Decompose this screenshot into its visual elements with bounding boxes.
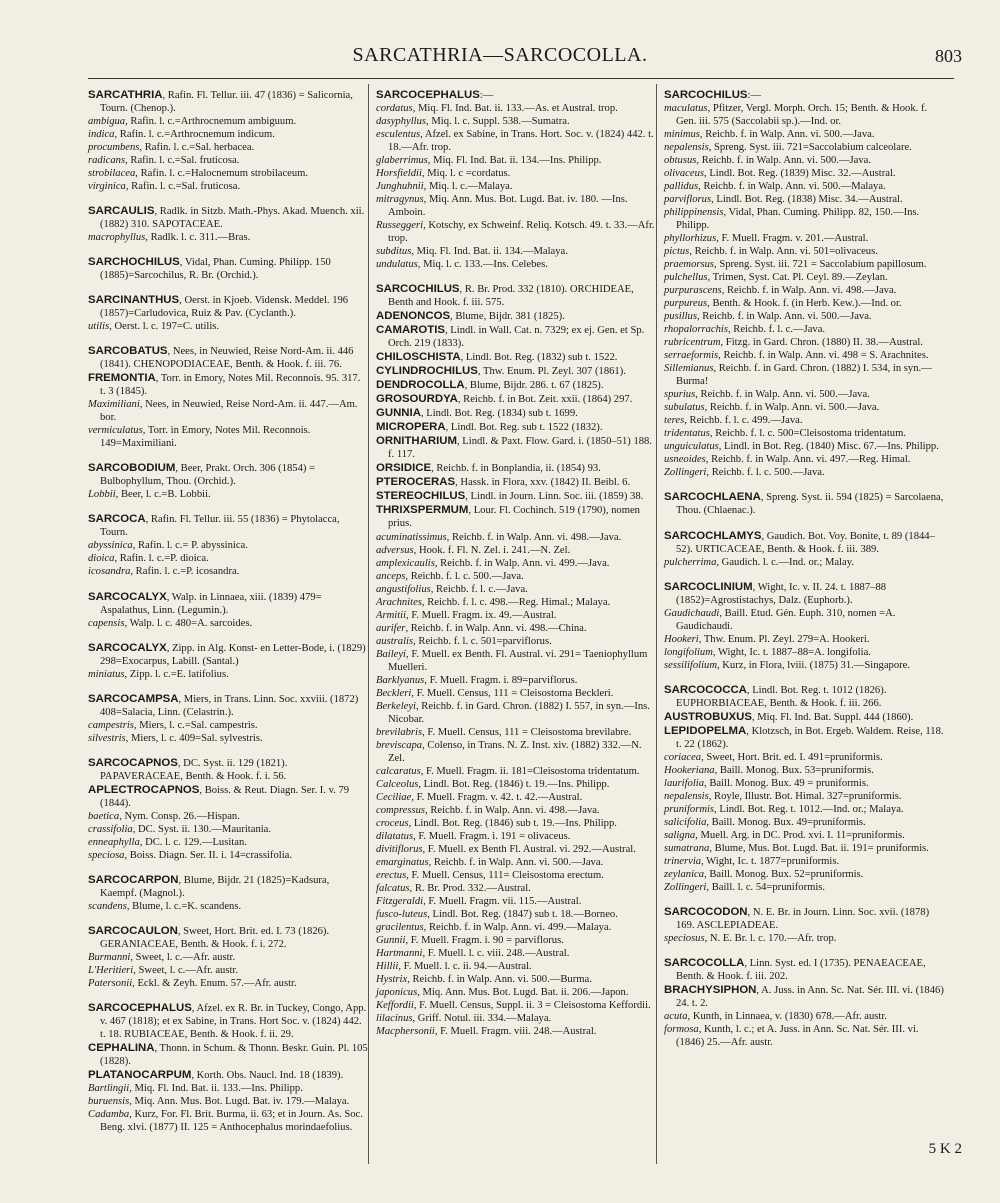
genus-entry: SARCINANTHUS, Oerst. in Kjoeb. Vidensk. Meddel. 196 (1857)=Carludovica, Ruiz & Pav. (Cyclanth.).: [88, 294, 349, 320]
genus-entry: SARCAULIS, Radlk. in Sitzb. Math.-Phys. Akad. Muench. xii. (1882) 310. SAPOTACEAE.: [88, 205, 365, 231]
column-middle: [376, 88, 656, 1038]
species-entry: Arachnites, Reichb. f. l. c. 498.—Reg. Himal.; Malaya.: [376, 596, 611, 608]
species-entry: adversus, Hook. f. Fl. N. Zel. i. 241.—N. Zel.: [376, 544, 571, 556]
entry-spacer: [88, 745, 368, 756]
genus-entry: CYLINDROCHILUS, Thw. Enum. Pl. Zeyl. 307 (1861).: [376, 365, 626, 378]
species-entry: emarginatus, Reichb. f. in Walp. Ann. vi. 500.—Java.: [376, 856, 604, 868]
species-entry: nepalensis, Spreng. Syst. iii. 721=Saccolabium calceolare.: [664, 142, 912, 154]
species-entry: baetica, Nym. Consp. 26.—Hispan.: [88, 810, 240, 822]
species-entry: lilacinus, Griff. Notul. iii. 334.—Malaya.: [376, 1013, 552, 1025]
column-divider: [656, 84, 657, 1164]
species-entry: compressus, Reichb. f. in Walp. Ann. vi. 498.—Java.: [376, 804, 600, 816]
species-entry: buruensis, Miq. Ann. Mus. Bot. Lugd. Bat. iv. 179.—Malaya.: [88, 1096, 350, 1108]
species-entry: calcaratus, F. Muell. Fragm. ii. 181=Cleisostoma tridentatum.: [376, 765, 640, 777]
species-entry: teres, Reichb. f. l. c. 499.—Java.: [664, 415, 803, 427]
species-entry: Maximiliani, Nees, in Neuwied, Reise Nord-Am. ii. 447.—Am. bor.: [88, 399, 358, 424]
species-entry: falcatus, R. Br. Prod. 332.—Austral.: [376, 882, 531, 894]
species-entry: Lobbii, Beer, l. c.=B. Lobbii.: [88, 489, 211, 501]
species-entry: rhopalorrachis, Reichb. f. l. c.—Java.: [664, 324, 826, 336]
entry-spacer: [664, 518, 944, 529]
species-entry: campestris, Miers, l. c.=Sal. campestris.: [88, 719, 258, 731]
genus-entry: THRIXSPERMUM, Lour. Fl. Cochinch. 519 (1790), nomen prius.: [376, 504, 640, 530]
species-entry: rubricentrum, Fitzg. in Gard. Chron. (1880) II. 38.—Austral.: [664, 337, 923, 349]
entry-spacer: [88, 193, 368, 204]
species-entry: laurifolia, Baill. Monog. Bux. 49 = pruniformis.: [664, 777, 869, 789]
genus-entry: APLECTROCAPNOS, Boiss. & Reut. Diagn. Ser. I. v. 79 (1844).: [88, 783, 350, 809]
species-entry: undulatus, Miq. l. c. 133.—Ins. Celebes.: [376, 259, 548, 271]
genus-entry: SARCOCHLAENA, Spreng. Syst. ii. 594 (1825) = Sarcolaena, Thou. (Chlaenac.).: [664, 491, 944, 517]
genus-entry: SARCOCA, Rafin. Fl. Tellur. iii. 55 (1836) = Phytolacca, Tourn.: [88, 513, 340, 539]
species-entry: australis, Reichb. f. l. c. 501=parviflorus.: [376, 635, 552, 647]
species-entry: Junghuhnii, Miq. l. c.—Malaya.: [376, 181, 513, 193]
entry-spacer: [88, 501, 368, 512]
species-entry: Keffordii, F. Muell. Census, Suppl. ii. 3 = Cleisostoma Keffordii.: [376, 1000, 651, 1012]
species-entry: obtusus, Reichb. f. in Walp. Ann. vi. 500.—Java.: [664, 155, 872, 167]
species-entry: saligna, Muell. Arg. in DC. Prod. xvi. I. 11=pruniformis.: [664, 829, 905, 841]
genus-entry: SARCOCLINIUM, Wight, Ic. v. II. 24. t. 1887–88 (1852)=Agrostistachys, Dalz. (Euphorb.).: [664, 580, 887, 606]
species-entry: olivaceus, Lindl. Bot. Reg. (1839) Misc. 32.—Austral.: [664, 168, 896, 180]
species-entry: nepalensis, Royle, Illustr. Bot. Himal. 327=pruniformis.: [664, 790, 902, 802]
running-title: SARCATHRIA—SARCOCOLLA.: [352, 44, 648, 66]
entry-spacer: [88, 282, 368, 293]
species-entry: procumbens, Rafin. l. c.=Sal. herbacea.: [88, 142, 255, 154]
genus-entry: CAMAROTIS, Lindl. in Wall. Cat. n. 7329; ex ej. Gen. et Sp. Orch. 219 (1833).: [376, 324, 645, 350]
species-entry: utilis, Oerst. l. c. 197=C. utilis.: [88, 321, 220, 333]
species-entry: L'Heritieri, Sweet, l. c.—Afr. austr.: [88, 964, 238, 976]
entry-spacer: [88, 630, 368, 641]
species-entry: pictus, Reichb. f. in Walp. Ann. vi. 501=olivaceus.: [664, 246, 878, 258]
species-entry: Gunnii, F. Muell. Fragm. i. 90 = parviflorus.: [376, 934, 564, 946]
species-entry: ambigua, Rafin. l. c.=Arthrocnemum ambiguum.: [88, 116, 297, 128]
species-entry: acuminatissimus, Reichb. f. in Walp. Ann. vi. 498.—Java.: [376, 531, 622, 543]
entry-spacer: [88, 579, 368, 590]
species-entry: divitiflorus, F. Muell. ex Benth Fl. Austral. vi. 292.—Austral.: [376, 843, 636, 855]
species-entry: praemorsus, Spreng. Syst. iii. 721 = Saccolabium papillosum.: [664, 259, 927, 271]
species-entry: Barklyanus, F. Muell. Fragm. i. 89=parviflorus.: [376, 674, 578, 686]
species-entry: Berkeleyi, Reichb. f. in Gard. Chron. (1882) I. 557, in syn.—Ins. Nicobar.: [376, 700, 650, 725]
species-entry: Hillii, F. Muell. l. c. ii. 94.—Austral.: [376, 961, 532, 973]
genus-entry: SARCOCOCCA, Lindl. Bot. Reg. t. 1012 (1826). EUPHORBIACEAE, Benth. & Hook. f. iii. 266.: [664, 683, 887, 709]
species-entry: croceus, Lindl. Bot. Reg. (1846) sub t. 19.—Ins. Philipp.: [376, 817, 617, 829]
species-entry: serraeformis, Reichb. f. in Walp. Ann. vi. 498 = S. Arachnites.: [664, 350, 929, 362]
species-entry: Zollingeri, Reichb. f. l. c. 500.—Java.: [664, 467, 825, 479]
entry-spacer: [88, 333, 368, 344]
species-entry: pruniformis, Lindl. Bot. Reg. t. 1012.—Ind. or.; Malaya.: [664, 803, 904, 815]
genus-entry: ORNITHARIUM, Lindl. & Paxt. Flow. Gard. i. (1850–51) 188. f. 117.: [376, 435, 652, 461]
genus-entry: ADENONCOS, Blume, Bijdr. 381 (1825).: [376, 310, 565, 323]
genus-entry: SARCOCHLAMYS, Gaudich. Bot. Voy. Bonite, t. 89 (1844–52). URTICACEAE, Benth. & Hook. f. iii. 389.: [664, 529, 935, 555]
species-entry: Calceolus, Lindl. Bot. Reg. (1846) t. 19.—Ins. Philipp.: [376, 778, 610, 790]
species-entry: glaberrimus, Miq. Fl. Ind. Bat. ii. 134.—Ins. Philipp.: [376, 155, 602, 167]
species-entry: salicifolia, Baill. Monog. Bux. 49=pruniformis.: [664, 816, 866, 828]
species-entry: Beckleri, F. Muell. Census, 111 = Cleisostoma Beckleri.: [376, 687, 614, 699]
species-entry: indica, Rafin. l. c.=Arthrocnemum indicum.: [88, 129, 275, 141]
species-entry: parviflorus, Lindl. Bot. Reg. (1838) Misc. 34.—Austral.: [664, 194, 903, 206]
species-entry: angustifolius, Reichb. f. l. c.—Java.: [376, 583, 528, 595]
species-entry: japonicus, Miq. Ann. Mus. Bot. Lugd. Bat. ii. 206.—Japon.: [376, 987, 629, 999]
species-entry: Fitzgeraldi, F. Muell. Fragm. vii. 115.—Austral.: [376, 895, 582, 907]
genus-entry: CHILOSCHISTA, Lindl. Bot. Reg. (1832) sub t. 1522.: [376, 351, 618, 364]
entry-spacer: [88, 990, 368, 1001]
page-header: [0, 44, 1000, 74]
species-entry: phyllorhizus, F. Muell. Fragm. v. 201.—Austral.: [664, 233, 869, 245]
species-entry: longifolium, Wight, Ic. t. 1887–88=A. longifolia.: [664, 646, 871, 658]
species-entry: pusillus, Reichb. f. in Walp. Ann. vi. 500.—Java.: [664, 311, 872, 323]
species-entry: crassifolia, DC. Syst. ii. 130.—Mauritania.: [88, 823, 272, 835]
entry-spacer: [88, 244, 368, 255]
species-entry: minimus, Reichb. f. in Walp. Ann. vi. 500.—Java.: [664, 129, 875, 141]
genus-entry: SARCOCEPHALUS, Afzel. ex R. Br. in Tuckey, Congo, App. v. 467 (1818); et ex Sabine, in Trans. Hort Soc. v. (1824) 442. t. 18. RUBIACEAE, Benth. & Hook. f. ii. 29.: [88, 1001, 367, 1040]
species-entry: Cadamba, Kurz, For. Fl. Brit. Burma, ii. 63; et in Journ. As. Soc. Beng. xlvi. (1877) II. 125 = Anthocephalus morindaefolius.: [88, 1109, 363, 1134]
species-entry: Zollingeri, Baill. l. c. 54=pruniformis.: [664, 881, 826, 893]
species-entry: spurius, Reichb. f. in Walp. Ann. vi. 500.—Java.: [664, 389, 870, 401]
entry-spacer: [664, 569, 944, 580]
species-entry: Hartmanni, F. Muell. l. c. viii. 248.—Austral.: [376, 948, 570, 959]
genus-entry: SARCATHRIA, Rafin. Fl. Tellur. iii. 47 (1836) = Salicornia, Tourn. (Chenop.).: [88, 89, 353, 115]
species-entry: Bartlingii, Miq. Fl. Ind. Bat. ii. 133.—Ins. Philipp.: [88, 1083, 303, 1094]
species-entry: Hystrix, Reichb. f. in Walp. Ann. vi. 500.—Burma.: [376, 974, 592, 986]
signature-mark: 5 K 2: [928, 1141, 962, 1157]
species-entry: abyssinica, Rafin. l. c.= P. abyssinica.: [88, 540, 248, 552]
species-entry: purpureus, Benth. & Hook. f. (in Herb. Kew.).—Ind. or.: [664, 298, 902, 310]
species-entry: vermiculatus, Torr. in Emory, Notes Mil. Reconnois. 149=Maximiliani.: [88, 425, 311, 450]
species-entry: sumatrana, Blume, Mus. Bot. Lugd. Bat. ii. 191= pruniformis.: [664, 842, 929, 854]
header-rule: [88, 78, 954, 79]
species-entry: brevilabris, F. Muell. Census, 111 = Cleisostoma brevilabre.: [376, 726, 632, 738]
species-entry: pulcherrima, Gaudich. l. c.—Ind. or.; Malay.: [664, 556, 854, 568]
species-entry: Macphersonii, F. Muell. Fragm. viii. 248.—Austral.: [376, 1026, 597, 1038]
species-entry: purpurascens, Reichb. f. in Walp. Ann. vi. 498.—Java.: [664, 285, 897, 297]
species-entry: silvestris, Miers, l. c. 409=Sal. sylvestris.: [88, 732, 263, 744]
genus-entry: SARCHOCHILUS, Vidal, Phan. Cuming. Philipp. 150 (1885)=Sarcochilus, R. Br. (Orchid.).: [88, 256, 331, 282]
species-entry: capensis, Walp. l. c. 480=A. sarcoides.: [88, 617, 253, 629]
species-entry: tridentatus, Reichb. f. l. c. 500=Cleisostoma tridentatum.: [664, 428, 906, 440]
species-entry: speciosa, Boiss. Diagn. Ser. II. i. 14=crassifolia.: [88, 849, 292, 861]
species-entry: coriacea, Sweet, Hort. Brit. ed. I. 491=pruniformis.: [664, 751, 883, 763]
species-entry: formosa, Kunth, l. c.; et A. Juss. in Ann. Sc. Nat. Sér. III. vi. (1846) 25.—Afr. austr.: [664, 1024, 919, 1049]
species-entry: erectus, F. Muell. Census, 111= Cleisostoma erectum.: [376, 869, 604, 881]
species-entry: miniatus, Zipp. l. c.=E. latifolius.: [88, 668, 229, 680]
species-entry: pallidus, Reichb. f. in Walp. Ann. vi. 500.—Malaya.: [664, 181, 886, 193]
genus-entry: SARCOCOLLA, Linn. Syst. ed. I (1735). PENAEACEAE, Benth. & Hook. f. iii. 202.: [664, 956, 926, 982]
entry-spacer: [664, 945, 944, 956]
species-entry: unguiculatus, Lindl. in Bot. Reg. (1840) Misc. 67.—Ins. Philipp.: [664, 441, 939, 453]
species-entry: dasyphyllus, Miq. l. c. Suppl. 538.—Sumatra.: [376, 116, 570, 128]
genus-entry: SARCOBATUS, Nees, in Neuwied, Reise Nord-Am. ii. 446 (1841). CHENOPODIACEAE, Benth. & Hook. f. iii. 76.: [88, 345, 354, 371]
species-entry: zeylanica, Baill. Monog. Bux. 52=pruniformis.: [664, 868, 864, 880]
species-entry: Hookeriana, Baill. Monog. Bux. 53=pruniformis.: [664, 764, 874, 776]
genus-entry: PTEROCERAS, Hassk. in Flora, xxv. (1842) II. Beibl. 6.: [376, 476, 631, 489]
genus-entry: SARCOCODON, N. E. Br. in Journ. Linn. Soc. xvii. (1878) 169. ASCLEPIADEAE.: [664, 905, 930, 931]
entry-spacer: [88, 913, 368, 924]
species-entry: Russeggeri, Kotschy, ex Schweinf. Reliq. Kotsch. 49. t. 33.—Afr. trop.: [376, 220, 655, 245]
genus-entry: PLATANOCARPUM, Korth. Obs. Naucl. Ind. 18 (1839).: [88, 1068, 344, 1081]
species-entry: Patersonii, Eckl. & Zeyh. Enum. 57.—Afr. austr.: [88, 977, 297, 989]
species-entry: usneoides, Reichb. f. in Walp. Ann. vi. 497.—Reg. Himal.: [664, 454, 911, 466]
species-entry: Hookeri, Thw. Enum. Pl. Zeyl. 279=A. Hookeri.: [664, 633, 870, 645]
species-entry: icosandra, Rafin. l. c.=P. icosandra.: [88, 566, 240, 578]
species-entry: Horsfieldii, Miq. l. c =cordatus.: [376, 168, 511, 180]
genus-entry: SARCOCEPHALUS:—: [376, 89, 494, 101]
genus-entry: GROSOURDYA, Reichb. f. in Bot. Zeit. xxii. (1864) 297.: [376, 393, 633, 406]
genus-entry: SARCOCAMPSA, Miers, in Trans. Linn. Soc. xxviii. (1872) 408=Salacia, Linn. (Celastrin.).: [88, 692, 359, 718]
genus-entry: SARCOCAPNOS, DC. Syst. ii. 129 (1821). PAPAVERACEAE, Benth. & Hook. f. i. 56.: [88, 756, 288, 782]
species-entry: fusco-luteus, Lindl. Bot. Reg. (1847) sub t. 18.—Borneo.: [376, 908, 618, 920]
entry-spacer: [88, 862, 368, 873]
species-entry: speciosus, N. E. Br. l. c. 170.—Afr. trop.: [664, 932, 837, 944]
entry-spacer: [88, 681, 368, 692]
species-entry: scandens, Blume, l. c.=K. scandens.: [88, 900, 242, 912]
genus-entry: SARCOCHILUS, R. Br. Prod. 332 (1810). ORCHIDEAE, Benth and Hook. f. iii. 575.: [376, 283, 634, 309]
genus-entry: FREMONTIA, Torr. in Emory, Notes Mil. Reconnois. 95. 317. t. 3 (1845).: [88, 372, 361, 398]
genus-entry: GUNNIA, Lindl. Bot. Reg. (1834) sub t. 1699.: [376, 407, 578, 420]
genus-entry: ORSIDICE, Reichb. f. in Bonplandia, ii. (1854) 93.: [376, 462, 601, 475]
species-entry: gracilentus, Reichb. f. in Walp. Ann. vi. 499.—Malaya.: [376, 921, 612, 933]
species-entry: subditus, Miq. Fl. Ind. Bat. ii. 134.—Malaya.: [376, 246, 568, 258]
species-entry: maculatus, Pfitzer, Vergl. Morph. Orch. 15; Benth. & Hook. f. Gen. iii. 575 (Saccolabii sp.).—Ind. or.: [664, 103, 928, 128]
genus-entry: SARCOCALYX, Zipp. in Alg. Konst- en Letter-Bode, i. (1829) 298=Exocarpus, Labill. (Santal.): [88, 641, 366, 667]
species-entry: amplexicaulis, Reichb. f. in Walp. Ann. vi. 499.—Java.: [376, 557, 610, 569]
species-entry: trinervia, Wight, Ic. t. 1877=pruniformis.: [664, 855, 840, 867]
genus-entry: CEPHALINA, Thonn. in Schum. & Thonn. Beskr. Guin. Pl. 105 (1828).: [88, 1041, 368, 1067]
genus-entry: SARCOCHILUS:—: [664, 89, 762, 101]
species-entry: radicans, Rafin. l. c.=Sal. fruticosa.: [88, 155, 240, 167]
entry-spacer: [664, 479, 944, 490]
column-left: [88, 88, 368, 1134]
column-divider: [368, 84, 369, 1164]
species-entry: mitragynus, Miq. Ann. Mus. Bot. Lugd. Bat. iv. 180. —Ins. Amboin.: [376, 194, 628, 219]
page-number: 803: [935, 46, 962, 66]
entry-spacer: [664, 672, 944, 683]
entry-spacer: [664, 894, 944, 905]
species-entry: dilatatus, F. Muell. Fragm. i. 191 = olivaceus.: [376, 830, 571, 842]
species-entry: virginica, Rafin. l. c.=Sal. fruticosa.: [88, 181, 241, 193]
genus-entry: BRACHYSIPHON, A. Juss. in Ann. Sc. Nat. Sér. III. vi. (1846) 24. t. 2.: [664, 983, 944, 1009]
species-entry: Gaudichaudi, Baill. Etud. Gén. Euph. 310, nomen =A. Gaudichaudi.: [664, 607, 896, 632]
species-entry: esculentus, Afzel. ex Sabine, in Trans. Hort. Soc. v. (1824) 442. t. 18.—Afr. trop.: [376, 129, 654, 154]
species-entry: breviscapa, Colenso, in Trans. N. Z. Inst. xiv. (1882) 332.—N. Zel.: [376, 739, 642, 764]
species-entry: dioica, Rafin. l. c.=P. dioica.: [88, 553, 209, 565]
species-entry: strobilacea, Rafin. l. c.=Halocnemum strobilaceum.: [88, 168, 309, 180]
entry-spacer: [88, 450, 368, 461]
genus-entry: STEREOCHILUS, Lindl. in Journ. Linn. Soc. iii. (1859) 38.: [376, 490, 644, 503]
species-entry: Ceciliae, F. Muell. Fragm. v. 42. t. 42.—Austral.: [376, 791, 583, 803]
genus-entry: DENDROCOLLA, Blume, Bijdr. 286. t. 67 (1825).: [376, 379, 604, 392]
species-entry: aurifer, Reichb. f. in Walp. Ann. vi. 498.—China.: [376, 622, 587, 634]
genus-entry: MICROPERA, Lindl. Bot. Reg. sub t. 1522 (1832).: [376, 421, 603, 434]
species-entry: acuta, Kunth, in Linnaea, v. (1830) 678.—Afr. austr.: [664, 1011, 887, 1023]
species-entry: Sillemianus, Reichb. f. in Gard. Chron. (1882) I. 534, in syn.—Burma!: [664, 363, 932, 388]
genus-entry: SARCOCALYX, Walp. in Linnaea, xiii. (1839) 479= Aspalathus, Linn. (Legumin.).: [88, 590, 322, 616]
genus-entry: SARCOCAULON, Sweet, Hort. Brit. ed. I. 73 (1826). GERANIACEAE, Benth. & Hook. f. i. 272.: [88, 924, 330, 950]
species-entry: pulchellus, Trimen, Syst. Cat. Pl. Ceyl. 89.—Zeylan.: [664, 272, 888, 284]
species-entry: subulatus, Reichb. f. in Walp. Ann. vi. 500.—Java.: [664, 402, 880, 414]
species-entry: Burmanni, Sweet, l. c.—Afr. austr.: [88, 951, 236, 963]
genus-entry: SARCOBODIUM, Beer, Prakt. Orch. 306 (1854) = Bulbophyllum, Thou. (Orchid.).: [88, 462, 316, 488]
genus-entry: AUSTROBUXUS, Miq. Fl. Ind. Bat. Suppl. 444 (1860).: [664, 710, 914, 723]
genus-entry: LEPIDOPELMA, Klotzsch, in Bot. Ergeb. Waldem. Reise, 118. t. 22 (1862).: [664, 724, 944, 750]
species-entry: macrophyllus, Radlk. l. c. 311.—Bras.: [88, 232, 251, 244]
species-entry: Baileyi, F. Muell. ex Benth. Fl. Austral. vi. 291= Taeniophyllum Muelleri.: [376, 648, 648, 673]
species-entry: anceps, Reichb. f. l. c. 500.—Java.: [376, 570, 524, 582]
species-entry: enneaphylla, DC. l. c. 129.—Lusitan.: [88, 836, 247, 848]
species-entry: philippinensis, Vidal, Phan. Cuming. Philipp. 82, 150.—Ins. Philipp.: [664, 207, 920, 232]
species-entry: sessilifolium, Kurz, in Flora, lviii. (1875) 31.—Singapore.: [664, 659, 910, 671]
genus-entry: SARCOCARPON, Blume, Bijdr. 21 (1825)=Kadsura, Kaempf. (Magnol.).: [88, 873, 330, 899]
column-right: [664, 88, 944, 1049]
species-entry: cordatus, Miq. Fl. Ind. Bat. ii. 133.—As. et Austral. trop.: [376, 103, 618, 115]
species-entry: Armitii, F. Muell. Fragm. ix. 49.—Austral.: [376, 609, 557, 621]
entry-spacer: [376, 271, 656, 282]
